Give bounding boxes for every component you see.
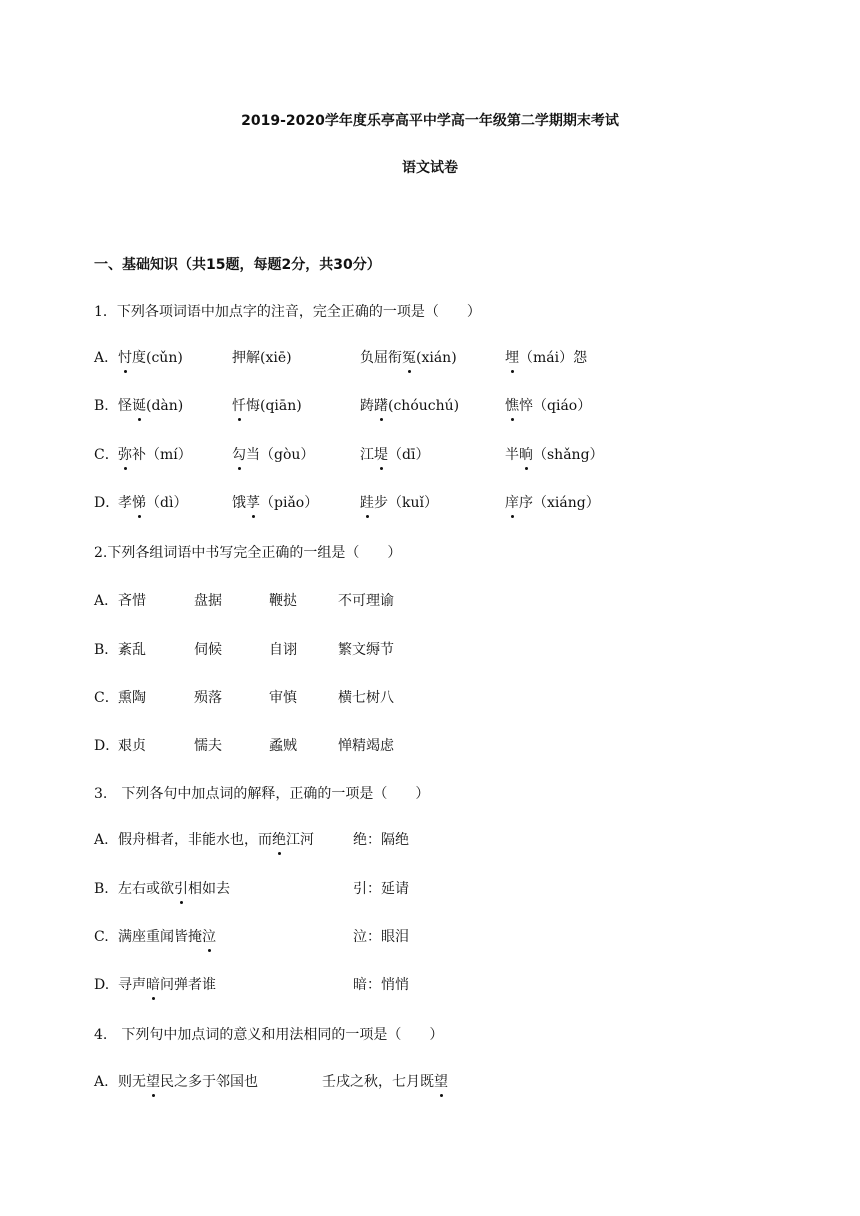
word-text: (xián) [416,350,457,366]
gloss-text: 引：延请 [353,881,409,897]
dotted-char: 望 [434,1074,448,1090]
word-text: 紊乱 [118,642,146,658]
word-text: 吝惜 [118,593,146,609]
word-text: 盘据 [194,593,222,609]
word-text: 繁文缛节 [338,642,394,658]
question-1-stem: 1．下列各项词语中加点字的注音，完全正确的一项是（ ） [94,304,481,320]
dotted-char: 望 [146,1074,160,1090]
exam-subtitle: 语文试卷 [402,160,458,176]
word-text: 踌 [360,398,374,414]
sentence-text: 问弹者谁 [160,977,216,993]
dotted-char: 泣 [202,929,216,945]
dotted-char: 埋 [505,350,519,366]
option-label: B. [94,398,109,414]
word-text: 悴（qiáo） [519,398,592,414]
dotted-char: 忏 [232,398,246,414]
gloss-text: 绝：隔绝 [353,832,409,848]
word-text: （dī） [388,447,430,463]
word-text: （dì） [146,495,188,511]
dotted-char: 勾 [232,447,246,463]
exam-title: 2019-2020学年度乐亭高平中学高一年级第二学期期末考试 [241,113,619,129]
option-label: A. [94,832,109,848]
sentence-text: 民之多于邻国也 [160,1074,258,1090]
word-text: 序（xiáng） [519,495,600,511]
dotted-char: 堤 [374,447,388,463]
word-text: （piǎo） [260,495,319,511]
word-text: (chóuchú) [388,398,460,414]
option-label: D. [94,977,110,993]
option-label: C． [94,690,119,706]
word-text: 怪 [118,398,132,414]
word-text: 半 [505,447,519,463]
dotted-char: 诞 [132,398,146,414]
word-text: 蟊贼 [269,738,297,754]
word-text: 江 [360,447,374,463]
dotted-char: 庠 [505,495,519,511]
sentence-text: 左右或欲 [118,881,174,897]
word-text: 横七树八 [338,690,394,706]
question-3-stem: 3. 下列各句中加点词的解释，正确的一项是（ ） [94,786,430,802]
word-text: 惮精竭虑 [338,738,394,754]
question-2-stem: 2.下列各组词语中书写完全正确的一组是（ ） [94,545,402,561]
word-text: 步（kuǐ） [374,495,438,511]
word-text: 艰贞 [118,738,146,754]
option-label: B. [94,881,109,897]
section-heading: 一、基础知识（共15题，每题2分，共30分） [94,257,381,273]
option-label: D． [94,738,120,754]
word-text: 伺候 [194,642,222,658]
sentence-text: 满座重闻皆掩 [118,929,202,945]
word-text: 悔(qiān) [246,398,302,414]
dotted-char: 冤 [402,350,416,366]
option-label: A. [94,1074,109,1090]
option-label: B． [94,642,119,658]
dotted-char: 晌 [519,447,533,463]
sentence-text: 寻声 [118,977,146,993]
sentence-text: 壬戌之秋，七月既 [322,1074,434,1090]
dotted-char: 忖 [118,350,132,366]
dotted-char: 莩 [246,495,260,511]
word-text: 饿 [232,495,246,511]
word-text: 负屈衔 [360,350,402,366]
dotted-char: 弥 [118,447,132,463]
dotted-char: 憔 [505,398,519,414]
option-label: A． [94,593,119,609]
sentence-text: 则无 [118,1074,146,1090]
sentence-text: 相如去 [188,881,230,897]
dotted-char: 绝 [272,832,286,848]
dotted-char: 躇 [374,398,388,414]
gloss-text: 泣：眼泪 [353,929,409,945]
dotted-char: 悌 [132,495,146,511]
word-text: 补（mí） [132,447,192,463]
dotted-char: 跬 [360,495,374,511]
question-4-stem: 4. 下列句中加点词的意义和用法相同的一项是（ ） [94,1027,444,1043]
word-text: 懦夫 [194,738,222,754]
option-label: C． [94,447,119,463]
word-text: （mái）怨 [519,350,588,366]
option-label: A． [94,350,119,366]
dotted-char: 引 [174,881,188,897]
word-text: (dàn) [146,398,184,414]
option-label: C. [94,929,109,945]
word-text: 自诩 [269,642,297,658]
word-text: 孝 [118,495,132,511]
sentence-text: 假舟楫者，非能水也，而 [118,832,272,848]
sentence-text: 江河 [286,832,314,848]
gloss-text: 暗：悄悄 [353,977,409,993]
word-text: 审慎 [269,690,297,706]
option-label: D． [94,495,120,511]
word-text: 殒落 [194,690,222,706]
word-text: 熏陶 [118,690,146,706]
word-text: 鞭挞 [269,593,297,609]
dotted-char: 暗 [146,977,160,993]
word-text: （shǎng） [533,447,604,463]
word-text: 押解(xiē) [232,350,292,366]
word-text: 当（gòu） [246,447,315,463]
word-text: 不可理谕 [338,593,394,609]
word-text: 度(cǔn) [132,350,183,366]
